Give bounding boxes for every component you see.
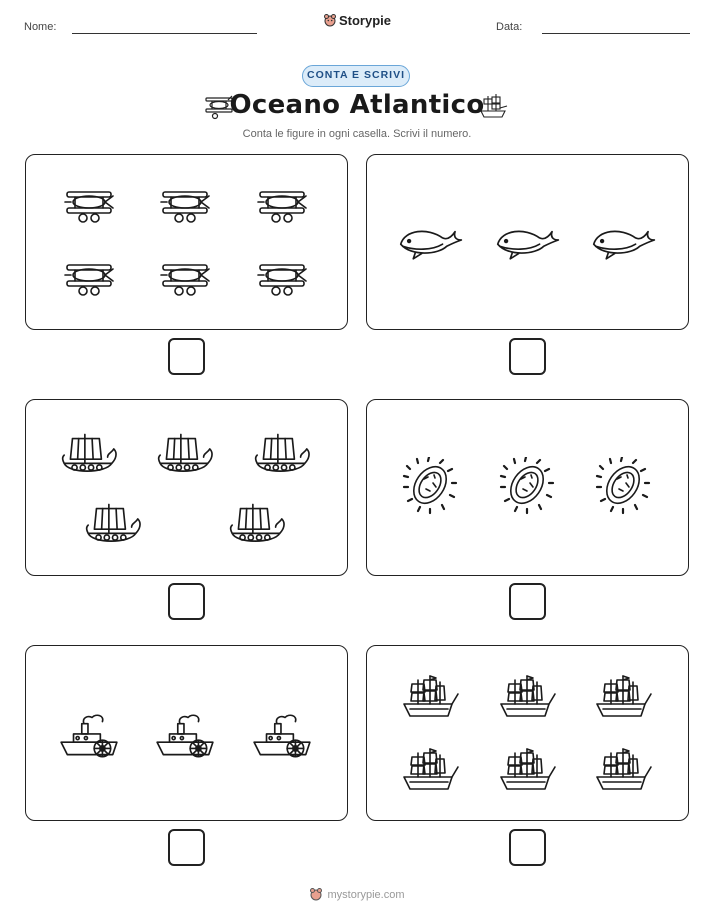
name-label: Nome: [24,21,57,33]
instructions: Conta le figure in ogni casella. Scrivi il numero. [242,128,472,140]
page-title: Oceano Atlantico [229,90,485,120]
galleon-icon [592,674,654,720]
footer [0,887,714,901]
viking-ship-icon [154,428,216,476]
galleon-icon [496,674,558,720]
whale-icon [493,217,561,263]
biplane-icon [254,181,310,227]
biplane-icon [61,254,117,300]
microbe-icon [497,457,557,517]
storypie-logo-icon [309,887,323,901]
brand-name: Storypie [338,13,391,28]
microbe-icon [400,457,460,517]
biplane-icon [61,181,117,227]
biplane-icon [157,181,213,227]
galleon-icon [592,747,654,793]
viking-ship-icon [58,428,120,476]
biplane-icon [157,254,213,300]
whale-icon [589,217,657,263]
footer-url: mystorypie.com [327,889,405,901]
galleon-icon [399,674,461,720]
microbe-icon [593,457,653,517]
steamboat-icon [250,711,314,759]
viking-ship-icon [226,498,288,546]
viking-ship-icon [82,498,144,546]
biplane-icon [254,254,310,300]
galleon-icon [399,747,461,793]
galleon-icon [496,747,558,793]
steamboat-icon [57,711,121,759]
activity-badge: CONTA E SCRIVI [302,65,410,87]
date-label: Data: [496,21,523,33]
viking-ship-icon [251,428,313,476]
steamboat-icon [153,711,217,759]
whale-icon [396,217,464,263]
